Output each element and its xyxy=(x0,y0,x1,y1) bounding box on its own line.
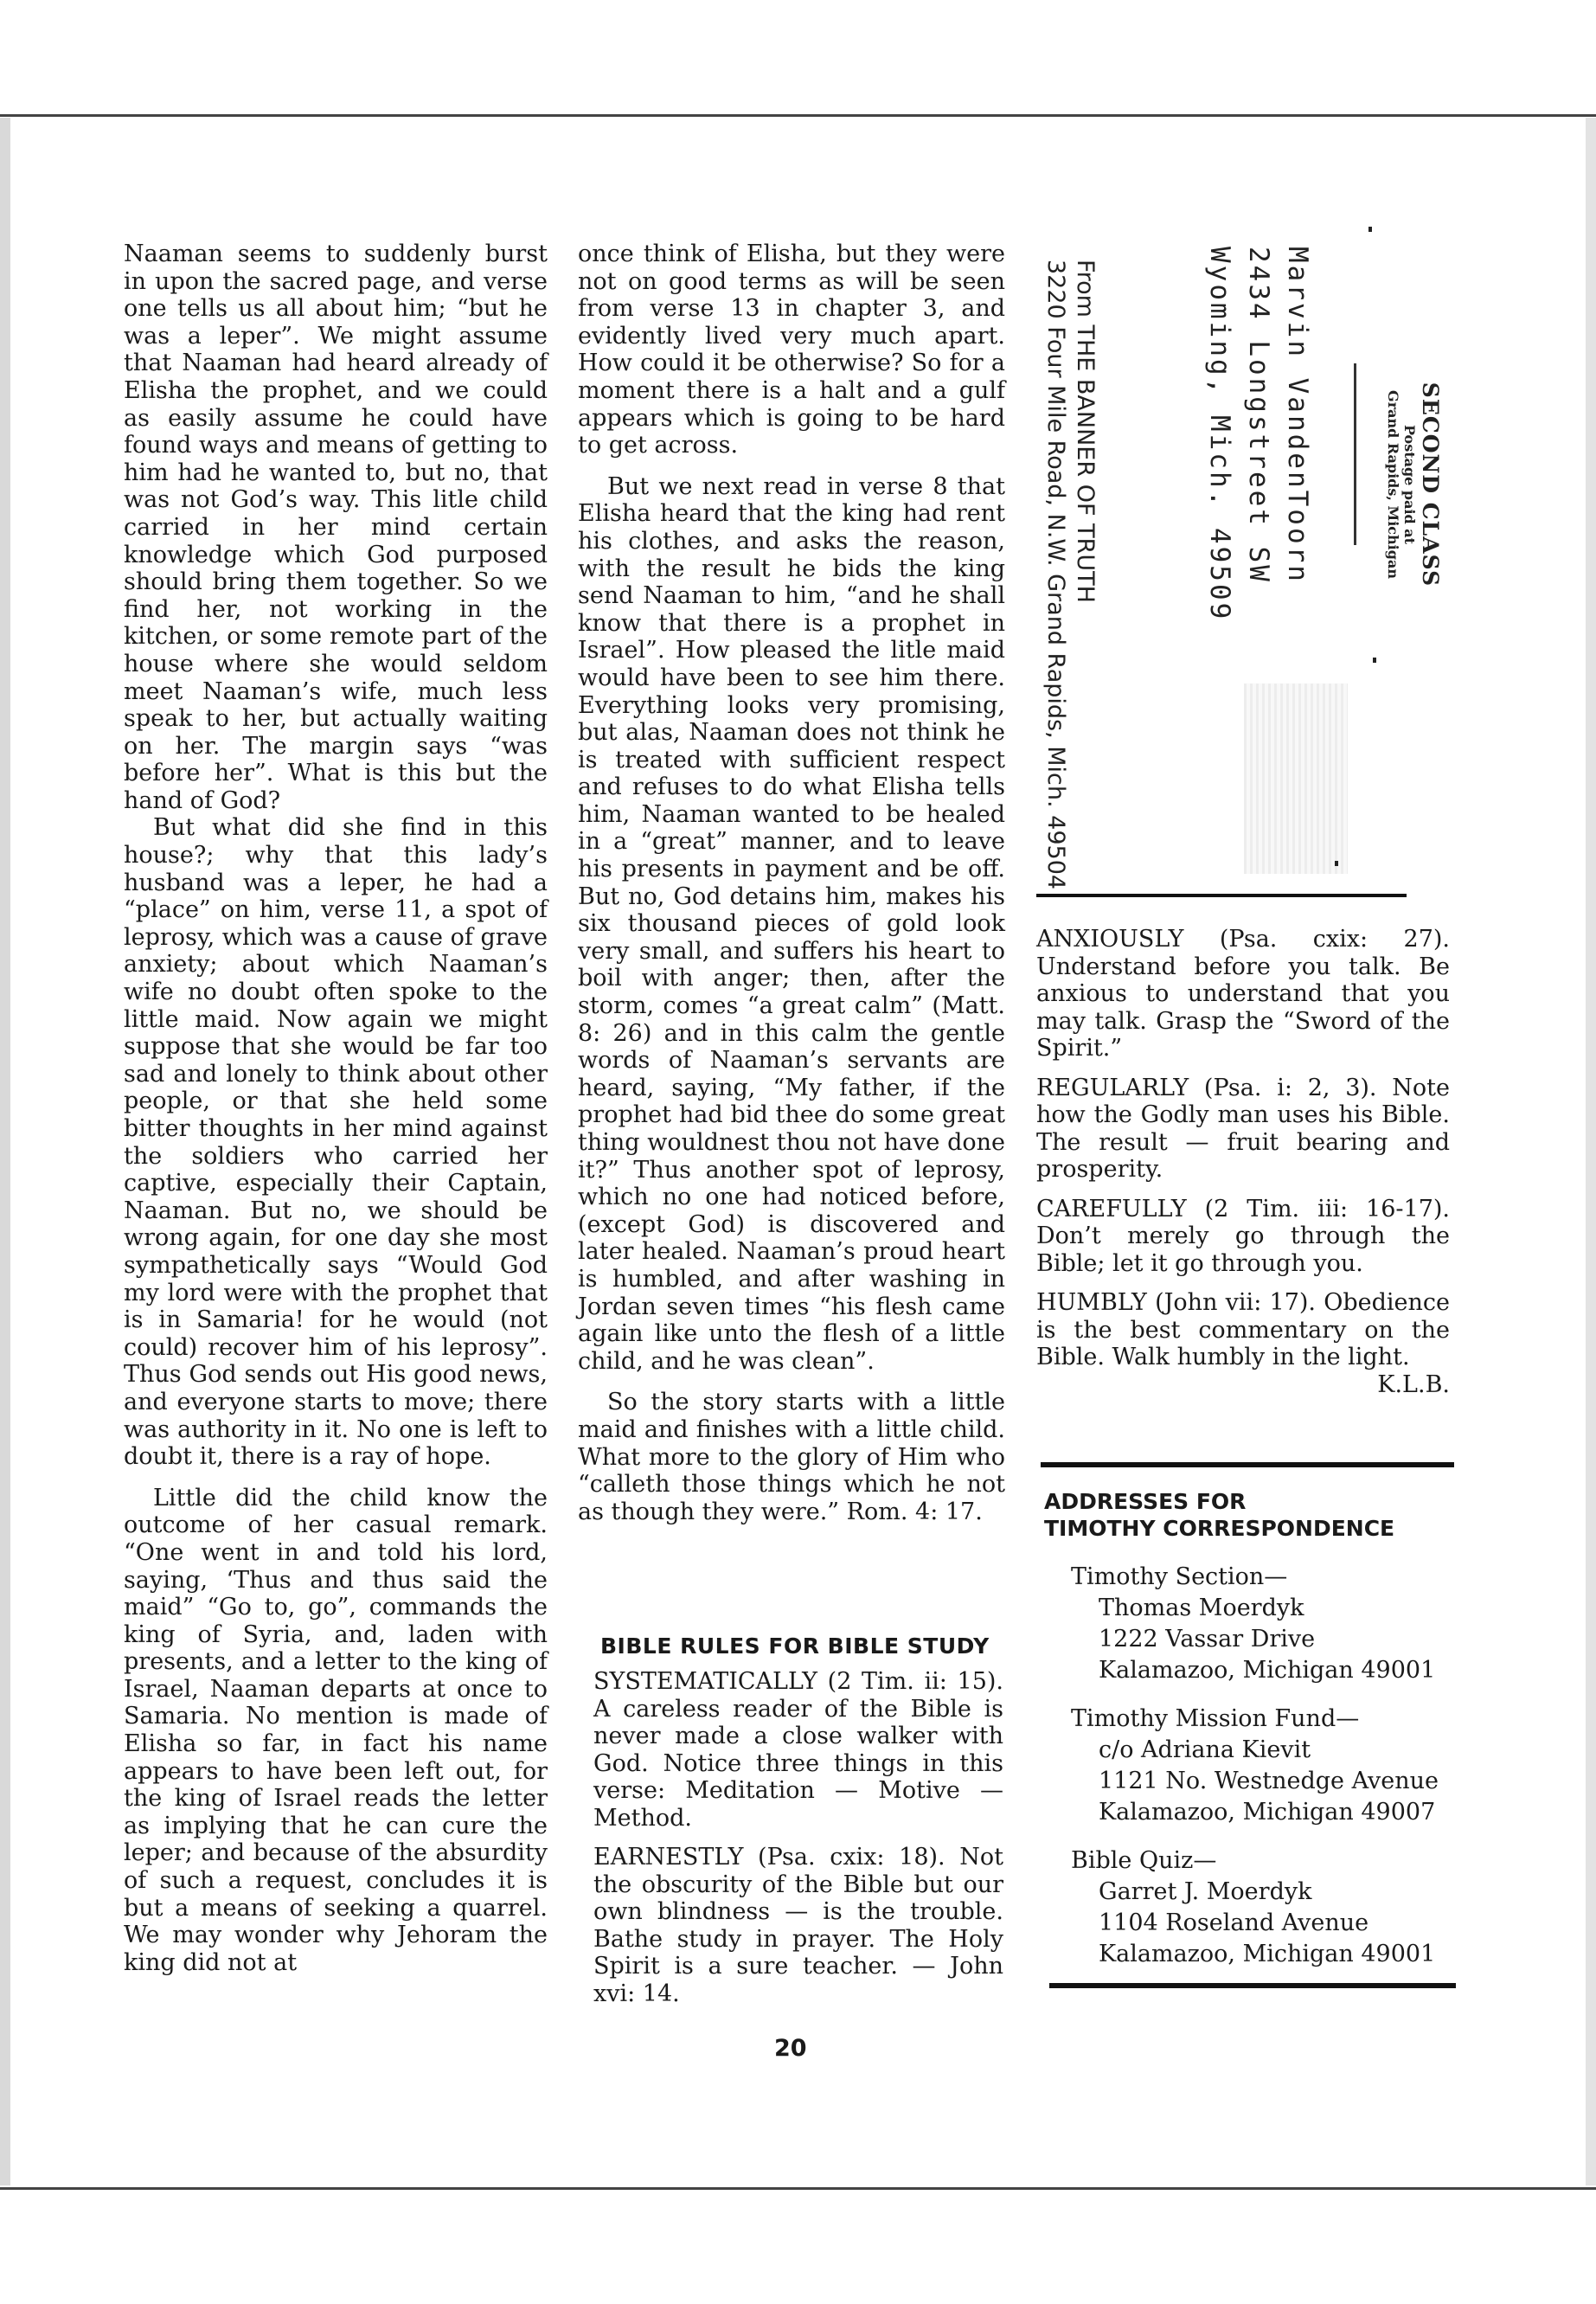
address-line: Kalamazoo, Michigan 49007 xyxy=(1099,1799,1436,1826)
return-address-publisher: From THE BANNER OF TRUTH xyxy=(1072,260,1099,603)
rule-text: (2 Tim. ii: 15). A careless reader of the Bible is never made a close walker with God. Notice three things in this verse: Meditation — Motive — Method. xyxy=(593,1668,1003,1832)
label-mark xyxy=(1368,227,1372,232)
address-group xyxy=(1071,1845,1439,1970)
address-group xyxy=(1071,1704,1439,1828)
label-rule xyxy=(1354,363,1356,545)
addressee-street: 2434 Longstreet SW xyxy=(1243,247,1274,584)
bible-rule-item xyxy=(1036,1289,1450,1371)
rule-keyword: SYSTEMATICALLY xyxy=(593,1668,817,1695)
page-right-edge xyxy=(1586,118,1596,2185)
rule-text: (2 Tim. iii: 16-17). Don’t merely go through the Bible; let it go through you. xyxy=(1036,1195,1450,1277)
bible-rules-list xyxy=(593,1668,1003,2007)
rule-text: (Psa. i: 2, 3). Note how the Godly man uses his Bible. The result — fruit bearing and prosperity. xyxy=(1036,1074,1450,1183)
address-line: 1104 Roseland Avenue xyxy=(1099,1909,1369,1936)
article-paragraph: But we next read in verse 8 that Elisha heard that the king had rent his clothes, and asks the reason, with the result he bids the king send Naaman to him, “and he shall know that there is a prophet in Israel”. How pleased the litle maid would have been to see him there. Everything looks very promising, but alas, Naaman does not think he is treated with sufficient respect and refuses to do what Elisha tells him, Naaman wanted to be healed in a “great” manner, and to leave his presents in payment and be off. But no, God detains him, makes his six thousand pieces of gold look very small, and suffers his heart to boil with anger; then, after the storm, comes “a great calm” (Matt. 8: 26) and in this calm the gentle words of Naaman’s servants are heard, saying, “My father, if the prophet had bid thee do some great thing wouldnest thou not have done it?” Thus another spot of leprosy, which no one had noticed before, (except God) is discovered and later healed. Naaman’s proud heart is humbled, and after washing in Jordan seven times “his flesh came again like unto the flesh of a little child, and he was clean”. xyxy=(578,472,1005,1375)
address-line: 1222 Vassar Drive xyxy=(1099,1626,1316,1653)
rule-text: (John vii: 17). Obedience is the best commentary on the Bible. Walk humbly in the light. xyxy=(1036,1289,1450,1370)
address-group-title: Timothy Section— xyxy=(1071,1563,1288,1590)
return-address-street: 3220 Four Mile Road, N.W. Grand Rapids, Mich. 49504 xyxy=(1042,260,1069,890)
addresses-heading xyxy=(1044,1488,1394,1542)
bible-rule-item xyxy=(1036,1196,1450,1278)
bible-rule-item xyxy=(593,1668,1003,1832)
label-mark xyxy=(1335,861,1338,866)
address-line: 1121 No. Westnedge Avenue xyxy=(1099,1768,1439,1794)
address-line: c/o Adriana Kievit xyxy=(1099,1736,1311,1763)
page-number: 20 xyxy=(774,2035,807,2062)
scan-top-margin xyxy=(0,0,1596,118)
address-line: Garret J. Moerdyk xyxy=(1099,1878,1312,1905)
article-paragraph: once think of Elisha, but they were not on good terms as will be seen from verse 13 in chapter 3, and evidently lived very much apart. How could it be otherwise? So for a moment there is a halt and a gulf appears which is going to be hard to get across. xyxy=(578,241,1005,459)
label-divider xyxy=(1036,894,1407,897)
label-mark xyxy=(1373,658,1376,663)
bible-rule-item xyxy=(593,1844,1003,2007)
address-group-title: Bible Quiz— xyxy=(1071,1847,1217,1874)
article-paragraph: So the story starts with a little maid and finishes with a little child. What more to the glory of Him who “calleth those things which he not as though they were.” Rom. 4: 17. xyxy=(578,1389,1005,1525)
bible-rules-continued xyxy=(1036,926,1450,1398)
article-column-1 xyxy=(124,241,548,1976)
addresses-heading-line: TIMOTHY CORRESPONDENCE xyxy=(1044,1516,1395,1541)
permit-city: Grand Rapids, Michigan xyxy=(1385,390,1401,579)
addresses-top-rule xyxy=(1041,1462,1454,1467)
addresses-list xyxy=(1071,1562,1439,1987)
scan-bottom-margin xyxy=(0,2187,1596,2304)
bible-rules-heading: BIBLE RULES FOR BIBLE STUDY xyxy=(600,1633,990,1659)
article-paragraph: But what did she find in this house?; why that this lady’s husband was a leper, he had a “place” on him, verse 11, a spot of leprosy, which was a cause of grave anxiety; about which Naaman’s wife no doubt often spoke to the little maid. Now again we might suppose that she would be far too sad and lonely to think about other people, or that she held some bitter thoughts in her mind against the soldiers who carried her captive, especially their Captain, Naaman. But no, we should be wrong again, for one day she most sympathetically says “Would God my lord were with the prophet that is in Samaria! for he would (not could) recover him of his leprosy”. Thus God sends out His good news, and everyone starts to move; there was authority in it. No one is left to doubt it, there is a ray of hope. xyxy=(124,814,548,1471)
addresses-heading-line: ADDRESSES FOR xyxy=(1044,1489,1247,1514)
permit-class: SECOND CLASS xyxy=(1418,382,1443,587)
addressee-name: Marvin VandenToorn xyxy=(1282,247,1313,584)
rule-text: (Psa. cxix: 27). Understand before you talk. Be anxious to understand that you may talk. Grasp the “Sword of the Spirit.” xyxy=(1036,926,1450,1062)
address-line: Thomas Moerdyk xyxy=(1099,1595,1304,1621)
postage-permit xyxy=(1385,346,1443,623)
page-left-edge xyxy=(0,118,10,2185)
addresses-bottom-rule xyxy=(1049,1983,1456,1988)
rule-keyword: EARNESTLY xyxy=(593,1844,744,1871)
label-shading xyxy=(1244,683,1348,874)
article-paragraph: Little did the child know the outcome of her casual remark. “One went in and told his lord, saying, ‘Thus and thus said the maid” “Go to, go”, commands the king of Syria, and, laden with presents, and a letter to the king of Israel, Naaman departs at once to Samaria. No mention is made of Elisha so far, in fact his name appears to have been left out, for the king of Israel reads the letter as implying that he can cure the leper; and because of the absurdity of such a request, concludes it is but a means of seeking a quarrel. We may wonder why Jehoram the king did not at xyxy=(124,1484,548,1976)
rule-keyword: ANXIOUSLY xyxy=(1036,926,1184,953)
rule-keyword: HUMBLY xyxy=(1036,1289,1147,1316)
rule-keyword: REGULARLY xyxy=(1036,1074,1189,1101)
address-group xyxy=(1071,1562,1439,1686)
rule-keyword: CAREFULLY xyxy=(1036,1195,1187,1223)
bible-rule-item xyxy=(1036,926,1450,1062)
bible-rule-item xyxy=(1036,1075,1450,1184)
page-top-edge xyxy=(0,114,1596,117)
rule-text: (Psa. cxix: 18). Not the obscurity of the Bible but our own blindness — is the trouble. Bathe study in prayer. The Holy Spirit is a sure teacher. — John xvi: 14. xyxy=(593,1844,1003,2007)
address-line: Kalamazoo, Michigan 49001 xyxy=(1099,1657,1436,1684)
address-group-title: Timothy Mission Fund— xyxy=(1071,1705,1360,1732)
address-line: Kalamazoo, Michigan 49001 xyxy=(1099,1941,1436,1967)
addressee-city: Wyoming, Mich. 49509 xyxy=(1204,247,1235,622)
author-initials: K.L.B. xyxy=(1377,1370,1450,1398)
article-paragraph: Naaman seems to suddenly burst in upon the sacred page, and verse one tells us all about him; “but he was a leper”. We might assume that Naaman had heard already of Elisha the prophet, and we could as easily assume he could have found ways and means of getting to him had he wanted to, but no, that was not God’s way. This litle child carried in her mind certain knowledge which God purposed should bring them together. So we find her, not working in the kitchen, or some remote part of the house where she would seldom meet Naaman’s wife, much less speak to her, but actually waiting on her. The margin says “was before her”. What is this but the hand of God? xyxy=(124,241,548,814)
permit-postage: Postage paid at xyxy=(1401,424,1418,545)
article-column-2 xyxy=(578,241,1005,1525)
